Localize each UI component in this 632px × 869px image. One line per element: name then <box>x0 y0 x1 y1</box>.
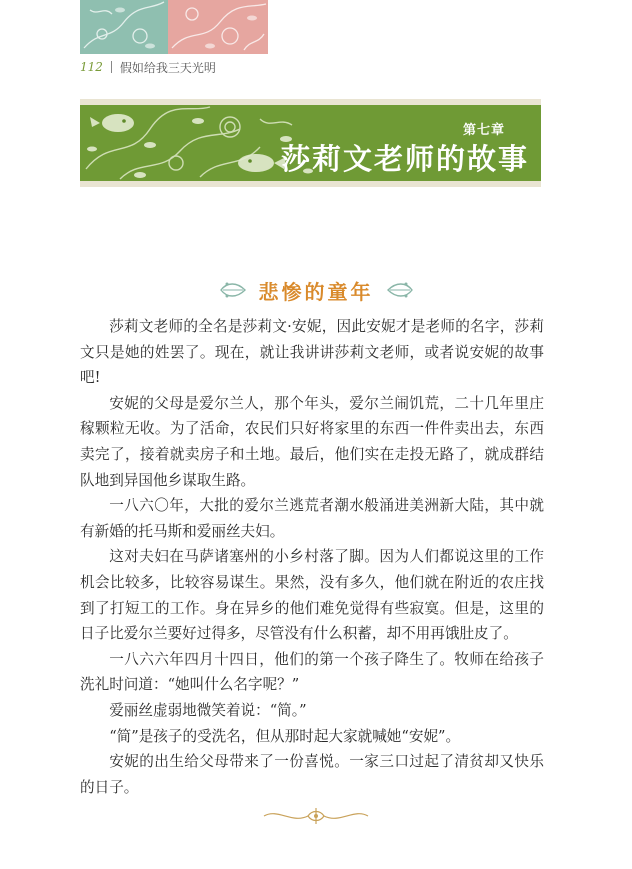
paragraph: “简”是孩子的受洗名，但从那时起大家就喊她“安妮”。 <box>109 727 461 745</box>
chapter-banner <box>80 99 541 187</box>
paragraph: 这对夫妇在马萨诸塞州的小乡村落了脚。因为人们都说这里的工作机会比较多，比较容易谋生。果然，没有多久，他们就在附近的农庄找到了打短工的工作。身在异乡的他们难免觉得有些寂寞。但是，这里的日子比爱尔兰要好过得多，尽管没有什么积蓄，却不用再饿肚皮了。 <box>80 548 544 643</box>
paragraph: 一八六〇年，大批的爱尔兰逃荒者潮水般涌进美洲新大陆，其中就有新婚的托马斯和爱丽丝夫妇。 <box>80 497 544 540</box>
paragraph: 莎莉文老师的全名是莎莉文·安妮，因此安妮才是老师的名字，莎莉文只是她的姓罢了。现在，就让我讲讲莎莉文老师，或者说安妮的故事吧! <box>80 318 544 387</box>
end-flourish-icon <box>260 804 372 828</box>
header-divider <box>111 61 112 73</box>
decorative-pattern <box>80 0 268 54</box>
paragraph: 安妮的出生给父母带来了一份喜悦。一家三口过起了清贫却又快乐的日子。 <box>80 753 544 796</box>
body-text <box>80 314 544 800</box>
leaf-ornament-right-icon <box>386 280 414 300</box>
paragraph: 爱丽丝虚弱地微笑着说：“简。” <box>109 701 307 719</box>
chapter-title: 莎莉文老师的故事 <box>280 142 529 176</box>
chapter-number: 第七章 <box>462 123 505 138</box>
paragraph: 安妮的父母是爱尔兰人，那个年头，爱尔兰闹饥荒，二十几年里庄稼颗粒无收。为了活命，农民们只好将家里的东西一件件卖出去，东西卖完了，接着就卖房子和土地。最后，他们实在走投无路了，就成群结队地到异国他乡谋取生路。 <box>80 394 544 489</box>
leaf-ornament-left-icon <box>219 280 247 300</box>
book-title: 假如给我三天光明 <box>119 60 216 75</box>
paragraph: 一八六六年四月十四日，他们的第一个孩子降生了。牧师在给孩子洗礼时问道：“她叫什么名字呢？” <box>80 650 544 694</box>
section-title: 悲惨的童年 <box>258 279 374 304</box>
running-head <box>80 58 216 76</box>
page-number: 112 <box>80 60 103 74</box>
section-heading <box>0 276 632 304</box>
